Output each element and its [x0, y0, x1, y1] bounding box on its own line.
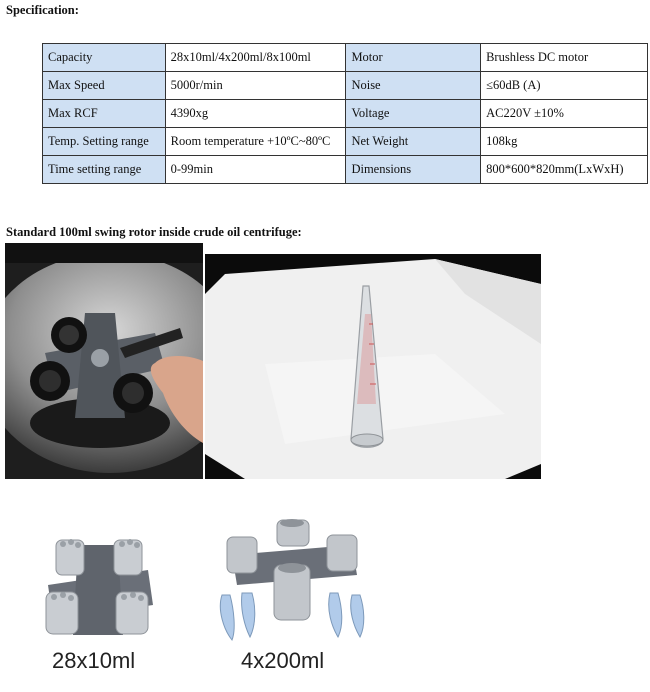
spec-label: Temp. Setting range: [43, 128, 166, 156]
table-row: [43, 100, 648, 128]
glass-tube-photo: [205, 254, 541, 479]
rotor-4x200ml-image: [212, 515, 372, 650]
table-row: [43, 72, 648, 100]
table-row: [43, 128, 648, 156]
spec-label: Capacity: [43, 44, 166, 72]
specification-heading: Specification:: [6, 3, 79, 17]
table-row: [43, 156, 648, 184]
spec-label: Time setting range: [43, 156, 166, 184]
spec-value: Brushless DC motor: [481, 44, 648, 72]
spec-value: 108kg: [481, 128, 648, 156]
table-row: [43, 44, 648, 72]
spec-value: Room temperature +10ºC~80ºC: [165, 128, 346, 156]
spec-value: 4390xg: [165, 100, 346, 128]
tube-on-paper-illustration: [205, 254, 541, 479]
spec-value: AC220V ±10%: [481, 100, 648, 128]
rotor-small-illustration: [38, 530, 158, 648]
spec-label: Max RCF: [43, 100, 166, 128]
spec-value: 28x10ml/4x200ml/8x100ml: [165, 44, 346, 72]
spec-value: 5000r/min: [165, 72, 346, 100]
spec-value: 0-99min: [165, 156, 346, 184]
rotor-4x200ml-label: 4x200ml: [241, 648, 325, 673]
spec-label: Dimensions: [346, 156, 481, 184]
rotor-large-illustration: [212, 515, 372, 650]
spec-value: 800*600*820mm(LxWxH): [481, 156, 648, 184]
specification-table: [42, 43, 648, 184]
rotor-28x10ml-image: [38, 530, 158, 648]
spec-label: Noise: [346, 72, 481, 100]
spec-label: Voltage: [346, 100, 481, 128]
spec-label: Net Weight: [346, 128, 481, 156]
spec-label: Motor: [346, 44, 481, 72]
rotor-heading: Standard 100ml swing rotor inside crude oil centrifuge:: [6, 225, 302, 239]
spec-label: Max Speed: [43, 72, 166, 100]
spec-value: ≤60dB (A): [481, 72, 648, 100]
rotor-chamber-illustration: [5, 243, 203, 479]
rotor-28x10ml-label: 28x10ml: [52, 648, 136, 673]
rotor-chamber-photo: [5, 243, 203, 479]
